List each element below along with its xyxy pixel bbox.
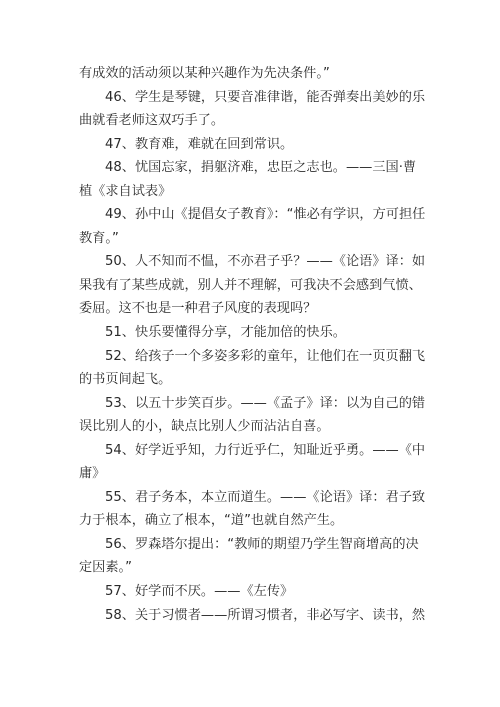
text-line: 果我有了某些成就，别人并不理解，可我决不会感到气愤、 (79, 277, 422, 293)
text-line: 委屈。这不也是一种君子风度的表现吗？ (79, 301, 317, 317)
text-line: 48、忧国忘家，捐躯济难，忠臣之志也。——三国·曹 (105, 160, 417, 176)
text-line: 50、人不知而不愠，不亦君子乎？——《论语》译：如 (105, 254, 425, 270)
text-line: 有成效的活动须以某种兴趣作为先决条件。” (79, 66, 330, 81)
text-line: 教育。” (79, 230, 119, 246)
text-line: 误比别人的小，缺点比别人少而沾沾自喜。 (79, 419, 330, 435)
text-line: 53、以五十步笑百步。——《孟子》译：以为自己的错 (105, 395, 425, 411)
text-line: 55、君子务本，本立而道生。——《论语》译：君子致 (105, 489, 425, 505)
text-line: 52、给孩子一个多姿多彩的童年，让他们在一页页翻飞 (105, 348, 425, 364)
text-line: 54、好学近乎知，力行近乎仁，知耻近乎勇。——《中 (105, 442, 425, 458)
text-line: 49、孙中山《提倡女子教育》：“惟必有学识，方可担任 (105, 207, 425, 223)
text-line: 庸》 (79, 466, 106, 482)
text-line: 曲就看老师这双巧手了。 (79, 113, 225, 129)
text-line: 51、快乐要懂得分享，才能加倍的快乐。 (105, 325, 346, 341)
text-line: 57、好学而不厌。——《左传》 (105, 584, 294, 600)
text-line: 的书页间起飞。 (79, 372, 172, 388)
document-text (79, 62, 425, 627)
text-line: 植《求自试表》 (79, 183, 172, 199)
text-line: 46、学生是琴键，只要音准律谐，能否弹奏出美妙的乐 (105, 89, 425, 105)
text-line: 定因素。” (79, 560, 132, 576)
text-line: 力于根本，确立了根本，“道”也就自然产生。 (79, 513, 344, 529)
text-line: 56、罗森塔尔提出：“教师的期望乃学生智商增高的决 (105, 536, 419, 552)
text-line: 47、教育难，难就在回到常识。 (105, 136, 294, 152)
text-line: 58、关于习惯者——所谓习惯者，非必写字、读书，然 (105, 607, 425, 623)
